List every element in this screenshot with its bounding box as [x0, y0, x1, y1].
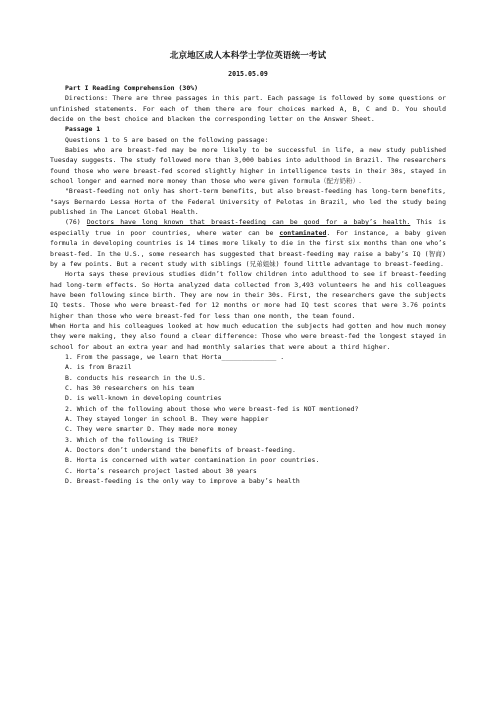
paragraph-3	[50, 217, 446, 269]
question-3-option-c: C. Horta’s research project lasted about 30 years	[65, 466, 257, 475]
vocabulary-word: contaminated	[279, 228, 327, 237]
passage-label: Passage 1	[65, 125, 101, 134]
question-2: 2. Which of the following about those who were breast-fed is NOT mentioned?	[65, 404, 359, 413]
question-3-option-d: D. Breast-feeding is the only way to improve a baby’s health	[65, 477, 300, 486]
paragraph-5: When Horta and his colleagues looked at how much education the subjects had gotten and how much money they were making, they also found a clear difference: Those who were breast-fed the longest stayed in school for about an extra year and had monthly salaries that were about a third higher.	[50, 321, 446, 351]
question-1-option-d: D. is well-known in developing countries	[65, 394, 222, 403]
exam-date: 2015.05.09	[228, 70, 268, 78]
part-heading: Part I Reading Comprehension (30%)	[65, 84, 199, 92]
question-1-option-b: B. conducts his research in the U.S.	[65, 373, 206, 382]
question-1: 1. From the passage, we learn that Horta______________ .	[65, 352, 285, 361]
questions-intro: Questions 1 to 5 are based on the following passage:	[65, 135, 269, 144]
paragraph-3-text-a: This is especially true in poor countries, where water can be	[50, 218, 446, 237]
paragraph-1-text: Babies who are breast-fed may be more likely to be successful in life, a new study published Tuesday suggests. The study followed more than 3,000 babies into adulthood in Brazil. The researchers found those who were breast-fed scored slightly higher in intelligence tests in their 30s, stayed in school longer and earned more money than those who were given formula	[50, 146, 446, 186]
paragraph-2: "Breast-feeding not only has short-term benefits, but also breast-feeding has long-term benefits, "says Bernardo Lessa Horta of the Federal University of Pelotas in Brazil, who led the study being published in The Lancet Global Health.	[50, 187, 446, 217]
paragraph-1-gloss: （配方奶粉）.	[320, 177, 362, 186]
question-1-option-c: C. has 30 researchers on his team	[65, 383, 195, 392]
translation-number: (76)	[65, 218, 81, 227]
paragraph-4: Horta says these previous studies didn’t follow children into adulthood to see if breast-feeding had long-term effects. So Horta analyzed data collected from 3,493 volunteers he and his colleagues have been following since birth. They are now in their 30s. First, the researchers gave the subjects IQ tests. Those who were breast-fed for 12 months or more had IQ test scores that were 3.76 points higher than those who were breast-fed for less than one month, the team found.	[50, 270, 446, 320]
paragraph-3-text-b: . For instance, a baby given formula in developing countries is 14 times more likely to die in the first six months than one who’s breast-fed. In the U.S., some research has suggested that breast-feeding may raise a baby’s IQ (智商) by a few points. But a recent study with siblings (兄弟姐妹) found little advantage to breast-feeding.	[50, 228, 446, 268]
question-2-options-ab: A. They stayed longer in school B. They were happier	[65, 415, 269, 423]
question-3-option-b: B. Horta is concerned with water contamination in poor countries.	[65, 456, 320, 465]
paragraph-1	[50, 145, 446, 186]
document-page	[50, 50, 446, 486]
exam-title: 北京地区成人本科学士学位英语统一考试	[169, 51, 327, 61]
directions-text: Directions: There are three passages in this part. Each passage is followed by some questions or unfinished statements. For each of them there are four choices marked A, B, C and D. You should decide on the best choice and blacken the corresponding letter on the Answer Sheet.	[50, 94, 446, 124]
question-2-options-cd: C. They were smarter D. They made more money	[65, 425, 238, 434]
translation-sentence: Doctors have long known that breast-feeding can be good for a baby’s health.	[86, 218, 411, 227]
question-3-option-a: A. Doctors don’t understand the benefits of breast-feeding.	[65, 446, 296, 455]
question-1-option-a: A. is from Brazil	[65, 363, 132, 372]
question-3: 3. Which of the following is TRUE?	[65, 435, 199, 444]
